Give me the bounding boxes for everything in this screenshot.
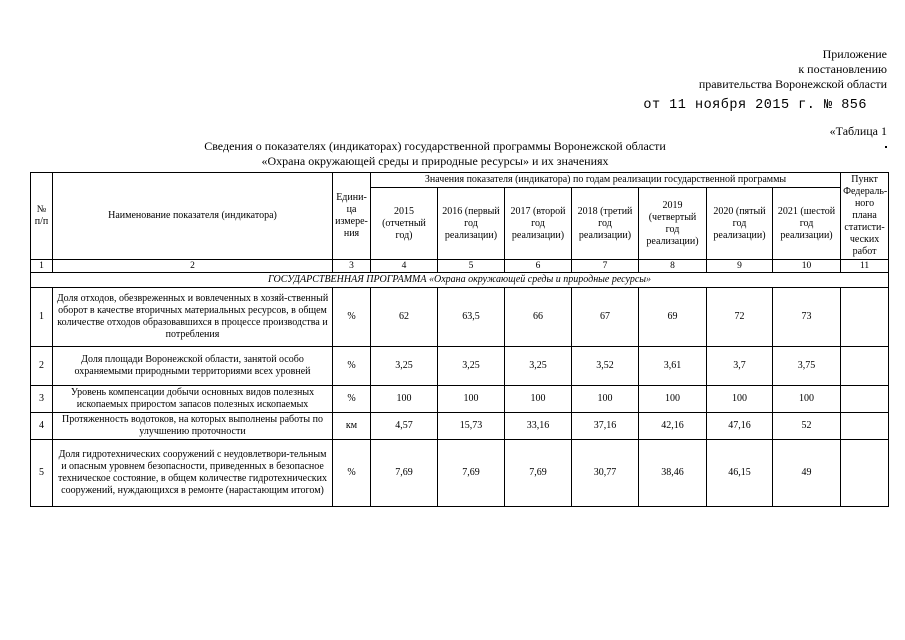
column-number: 3 [333, 260, 371, 273]
value-2018: 67 [572, 288, 639, 347]
scan-speck [885, 146, 887, 148]
row-number: 5 [31, 440, 53, 507]
value-2017: 33,16 [505, 413, 572, 440]
value-2021: 100 [773, 386, 841, 413]
value-2021: 52 [773, 413, 841, 440]
table-row [31, 413, 889, 440]
header-year-2021: 2021 (шестой год реализации) [773, 188, 841, 260]
header-plan: Пункт Федераль-ного плана статисти-ческих работ [841, 173, 889, 260]
value-2019: 3,61 [639, 347, 707, 386]
indicator-name: Уровень компенсации добычи основных видов полезных ископаемых приростом запасов полезных ископаемых [53, 386, 333, 413]
column-number: 1 [31, 260, 53, 273]
value-2015: 4,57 [371, 413, 438, 440]
column-numbers-row [31, 260, 889, 273]
value-2015: 100 [371, 386, 438, 413]
value-2017: 66 [505, 288, 572, 347]
annex-block [699, 47, 887, 92]
indicator-unit: км [333, 413, 371, 440]
value-2016: 7,69 [438, 440, 505, 507]
indicator-name: Протяженность водотоков, на которых выполнены работы по улучшению проточности [53, 413, 333, 440]
header-unit: Едини-ца измере-ния [333, 173, 371, 260]
row-number: 2 [31, 347, 53, 386]
value-2017: 7,69 [505, 440, 572, 507]
header-year-2018: 2018 (третий год реализации) [572, 188, 639, 260]
value-2015: 7,69 [371, 440, 438, 507]
header-values-group: Значения показателя (индикатора) по годам реализации государственной программы [371, 173, 841, 188]
value-2015: 3,25 [371, 347, 438, 386]
value-2019: 38,46 [639, 440, 707, 507]
decree-date: от 11 ноября 2015 г. № 856 [643, 98, 867, 113]
indicator-unit: % [333, 386, 371, 413]
indicators-table [30, 172, 889, 507]
value-2018: 100 [572, 386, 639, 413]
column-number: 9 [707, 260, 773, 273]
table-row [31, 347, 889, 386]
indicator-name: Доля гидротехнических сооружений с неудовлетвори-тельным и опасным уровнем безопасности, приведенных в безопасное техническое состояние, в общем количестве гидротехнических сооружений, нуждающихся в ремонте (нарастающим итогом) [53, 440, 333, 507]
column-number: 6 [505, 260, 572, 273]
header-num: № п/п [31, 173, 53, 260]
annex-line-3: правительства Воронежской области [698, 77, 887, 91]
column-number: 10 [773, 260, 841, 273]
value-2016: 100 [438, 386, 505, 413]
value-2020: 3,7 [707, 347, 773, 386]
column-number: 2 [53, 260, 333, 273]
column-number: 5 [438, 260, 505, 273]
indicator-unit: % [333, 347, 371, 386]
plan-reference [841, 413, 889, 440]
program-title: ГОСУДАРСТВЕННАЯ ПРОГРАММА «Охрана окружающей среды и природные ресурсы» [31, 273, 889, 288]
annex-line-1: Приложение [822, 47, 887, 61]
header-year-2020: 2020 (пятый год реализации) [707, 188, 773, 260]
row-number: 4 [31, 413, 53, 440]
column-number: 11 [841, 260, 889, 273]
row-number: 1 [31, 288, 53, 347]
indicator-name: Доля площади Воронежской области, занятой особо охраняемыми природными территориями всех уровней [53, 347, 333, 386]
table-row [31, 288, 889, 347]
program-row [31, 273, 889, 288]
value-2019: 100 [639, 386, 707, 413]
value-2017: 3,25 [505, 347, 572, 386]
value-2016: 3,25 [438, 347, 505, 386]
indicator-unit: % [333, 440, 371, 507]
value-2018: 3,52 [572, 347, 639, 386]
value-2021: 3,75 [773, 347, 841, 386]
column-number: 7 [572, 260, 639, 273]
value-2020: 47,16 [707, 413, 773, 440]
value-2015: 62 [371, 288, 438, 347]
column-number: 8 [639, 260, 707, 273]
title-line-1: Сведения о показателях (индикаторах) государственной программы Воронежской области [204, 139, 666, 153]
value-2018: 37,16 [572, 413, 639, 440]
value-2020: 100 [707, 386, 773, 413]
header-year-2019: 2019 (четвертый год реализации) [639, 188, 707, 260]
document-title [150, 139, 720, 169]
plan-reference [841, 386, 889, 413]
title-line-2: «Охрана окружающей среды и природные ресурсы» и их значениях [261, 154, 609, 168]
value-2019: 69 [639, 288, 707, 347]
plan-reference [841, 440, 889, 507]
plan-reference [841, 288, 889, 347]
table-label: «Таблица 1 [829, 124, 887, 138]
table-row [31, 386, 889, 413]
annex-line-2: к постановлению [798, 62, 887, 76]
value-2016: 15,73 [438, 413, 505, 440]
value-2021: 73 [773, 288, 841, 347]
row-number: 3 [31, 386, 53, 413]
value-2019: 42,16 [639, 413, 707, 440]
value-2020: 46,15 [707, 440, 773, 507]
table-row [31, 440, 889, 507]
value-2016: 63,5 [438, 288, 505, 347]
value-2018: 30,77 [572, 440, 639, 507]
column-number: 4 [371, 260, 438, 273]
header-year-2017: 2017 (второй год реализации) [505, 188, 572, 260]
header-year-2016: 2016 (первый год реализации) [438, 188, 505, 260]
value-2020: 72 [707, 288, 773, 347]
header-year-2015: 2015 (отчетный год) [371, 188, 438, 260]
value-2017: 100 [505, 386, 572, 413]
indicator-name: Доля отходов, обезвреженных и вовлеченных в хозяй-ственный оборот в качестве вторичных материальных ресурсов, в общем количестве отходов образовавшихся в процессе производства и потребления [53, 288, 333, 347]
header-name: Наименование показателя (индикатора) [53, 173, 333, 260]
indicator-unit: % [333, 288, 371, 347]
value-2021: 49 [773, 440, 841, 507]
plan-reference [841, 347, 889, 386]
